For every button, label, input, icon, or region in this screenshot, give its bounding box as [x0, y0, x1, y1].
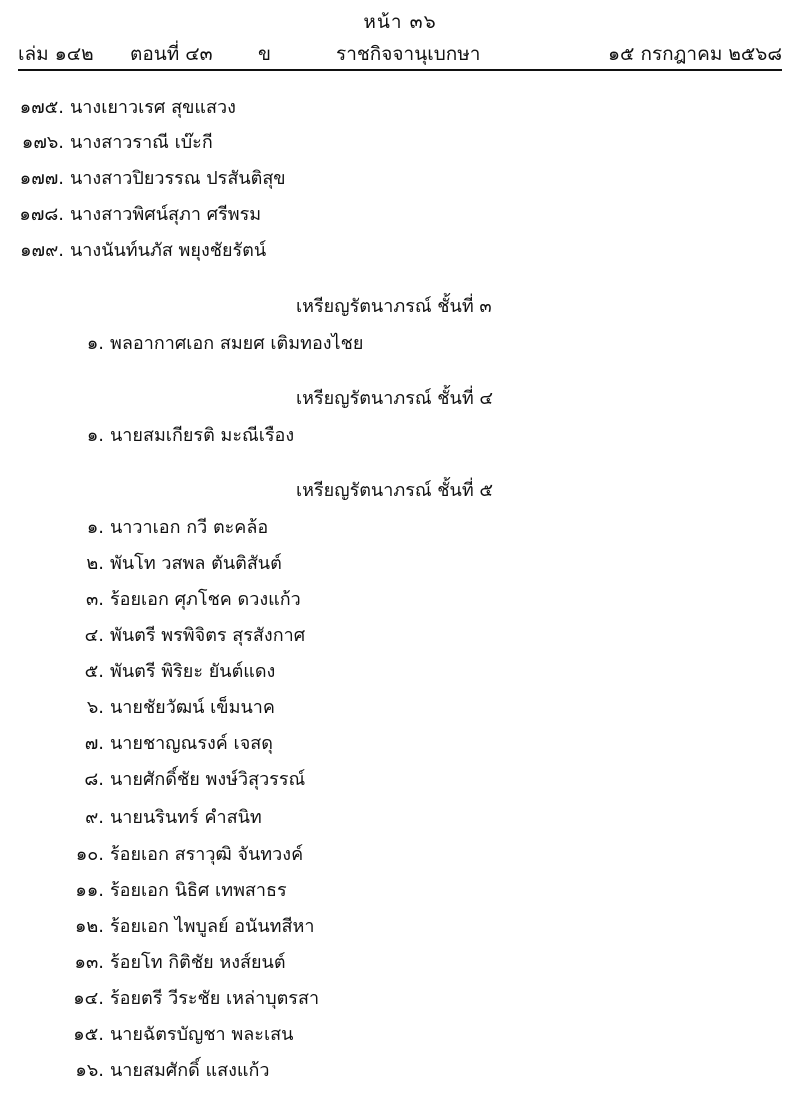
- item-number: ๑๗๕.: [19, 97, 64, 118]
- item-name: นางสาวราณี เบ๊ะกี: [70, 132, 213, 153]
- item-name: นายชัยวัฒน์ เข็มนาค: [110, 697, 275, 718]
- section-heading-text: เหรียญรัตนาภรณ์ ชั้นที่ ๕: [296, 480, 494, 501]
- item-number: ๙.: [85, 807, 104, 828]
- item-number: ๒.: [86, 553, 104, 574]
- item-name: นายนรินทร์ คำสนิท: [110, 807, 262, 828]
- item-name: ร้อยโท กิติชัย หงส์ยนต์: [110, 952, 286, 973]
- list-item: [48, 915, 315, 941]
- item-name: นายสมศักดิ์ แสงแก้ว: [110, 1060, 270, 1081]
- item-number: ๑๓.: [74, 952, 104, 973]
- item-number: ๗.: [84, 733, 104, 754]
- item-number: ๑๗๖.: [21, 132, 64, 153]
- item-number: ๑๕.: [73, 1024, 104, 1045]
- gazette-header: [18, 42, 782, 68]
- item-number: ๓.: [85, 589, 104, 610]
- list-item: [48, 552, 282, 578]
- list-item: [8, 239, 266, 265]
- list-item: [48, 516, 268, 542]
- item-number: ๑๐.: [75, 844, 104, 865]
- item-number: ๑๗๙.: [20, 240, 64, 261]
- list-item: [8, 167, 286, 193]
- item-number: ๑๗๘.: [19, 204, 64, 225]
- header-divider: [18, 69, 782, 71]
- list-item: [48, 696, 275, 722]
- list-item: [48, 732, 273, 758]
- item-name: พันโท วสพล ตันติสันต์: [110, 553, 282, 574]
- list-item: [48, 768, 305, 794]
- list-item: [48, 588, 301, 614]
- list-item: [48, 843, 303, 869]
- item-name: นางสาวพิศน์สุภา ศรีพรม: [70, 204, 262, 225]
- list-item: [48, 1023, 293, 1049]
- item-name: นายสมเกียรติ มะณีเรือง: [110, 425, 295, 446]
- item-name: นายฉัตรบัญชา พละเสน: [110, 1024, 294, 1045]
- list-item: [8, 203, 261, 229]
- item-name: ร้อยเอก สราวุฒิ จันทวงค์: [110, 844, 304, 865]
- item-name: ร้อยเอก นิธิศ เทพสาธร: [110, 880, 287, 901]
- item-number: ๕.: [84, 661, 104, 682]
- list-item: [48, 660, 275, 686]
- item-number: ๑๒.: [74, 916, 104, 937]
- page-number: หน้า ๓๖: [363, 11, 437, 33]
- item-name: นาวาเอก กวี ตะคล้อ: [110, 517, 269, 538]
- section-heading-class5: [0, 479, 800, 507]
- item-name: นายศักดิ์ชัย พงษ์วิสุวรรณ์: [110, 769, 306, 790]
- item-number: ๑๔.: [73, 988, 104, 1009]
- item-number: ๑.: [86, 425, 104, 446]
- section-heading-text: เหรียญรัตนาภรณ์ ชั้นที่ ๔: [296, 388, 494, 409]
- publication-date: ๑๕ กรกฎาคม ๒๕๖๘: [607, 43, 782, 65]
- list-item: [48, 806, 262, 832]
- section-label: ข: [258, 43, 271, 65]
- item-name: พลอากาศเอก สมยศ เติมทองไชย: [110, 333, 364, 354]
- item-number: ๑๑.: [75, 880, 104, 901]
- item-number: ๖.: [86, 697, 104, 718]
- item-number: ๔.: [84, 625, 104, 646]
- item-name: ร้อยเอก ศุภโชค ดวงแก้ว: [110, 589, 301, 610]
- item-name: นางเยาวเรศ สุขแสวง: [70, 97, 236, 118]
- section-heading-class3: [0, 295, 800, 323]
- item-name: นายชาญณรงค์ เจสดุ: [110, 733, 273, 754]
- item-name: ร้อยเอก ไพบูลย์ อนันทสีหา: [110, 916, 315, 937]
- list-item: [48, 879, 287, 905]
- list-item: [8, 96, 236, 122]
- item-name: นางนันท์นภัส พยุงชัยรัตน์: [70, 240, 267, 261]
- list-item: [48, 332, 363, 358]
- gazette-title: ราชกิจจานุเบกษา: [336, 43, 481, 65]
- list-item: [48, 424, 294, 450]
- item-number: ๑.: [86, 517, 104, 538]
- item-number: ๑๖.: [75, 1060, 104, 1081]
- item-number: ๑๗๗.: [19, 168, 64, 189]
- item-name: พันตรี พิริยะ ยันต์แดง: [110, 661, 276, 682]
- item-number: ๘.: [84, 769, 104, 790]
- volume-label: เล่ม ๑๔๒: [18, 43, 94, 65]
- issue-label: ตอนที่ ๔๓: [130, 43, 213, 65]
- item-name: ร้อยตรี วีระชัย เหล่าบุตรสา: [110, 988, 320, 1009]
- list-item: [48, 987, 319, 1013]
- list-item: [48, 951, 286, 977]
- item-name: นางสาวปิยวรรณ ปรสันติสุข: [70, 168, 286, 189]
- list-item: [8, 131, 213, 157]
- section-heading-text: เหรียญรัตนาภรณ์ ชั้นที่ ๓: [296, 296, 492, 317]
- item-number: ๑.: [86, 333, 104, 354]
- section-heading-class4: [0, 387, 800, 415]
- list-item: [48, 624, 305, 650]
- item-name: พันตรี พรพิจิตร สุรสังกาศ: [110, 625, 306, 646]
- list-item: [48, 1059, 270, 1085]
